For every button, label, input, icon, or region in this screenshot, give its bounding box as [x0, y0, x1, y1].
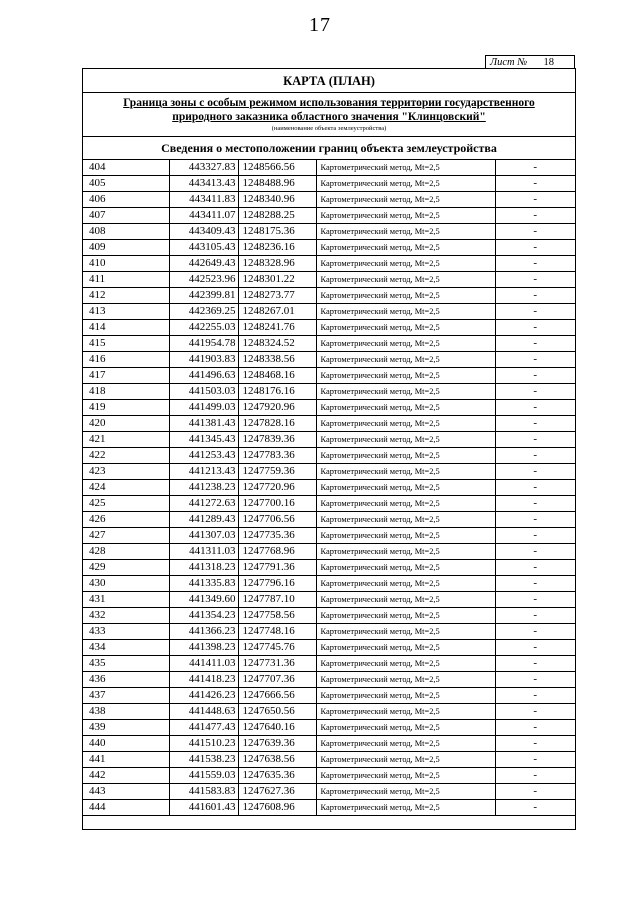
method-cell: Картометрический метод, Mt=2,5: [316, 240, 495, 256]
point-number-cell: 418: [83, 384, 169, 400]
accuracy-cell: -: [495, 576, 575, 592]
x-coordinate-cell: 441354.23: [169, 608, 238, 624]
y-coordinate-cell: 1247627.36: [238, 784, 316, 800]
method-cell: Картометрический метод, Mt=2,5: [316, 576, 495, 592]
x-coordinate-cell: 441426.23: [169, 688, 238, 704]
table-row: [83, 672, 575, 688]
accuracy-cell: -: [495, 416, 575, 432]
y-coordinate-cell: 1248338.56: [238, 352, 316, 368]
table-row: [83, 480, 575, 496]
accuracy-cell: -: [495, 160, 575, 176]
point-number-cell: 431: [83, 592, 169, 608]
method-cell: Картометрический метод, Mt=2,5: [316, 768, 495, 784]
accuracy-cell: -: [495, 224, 575, 240]
x-coordinate-cell: 443411.07: [169, 208, 238, 224]
y-coordinate-cell: 1247920.96: [238, 400, 316, 416]
method-cell: Картометрический метод, Mt=2,5: [316, 160, 495, 176]
table-row: [83, 432, 575, 448]
point-number-cell: 409: [83, 240, 169, 256]
y-coordinate-cell: 1247758.56: [238, 608, 316, 624]
table-row: [83, 256, 575, 272]
x-coordinate-cell: 441496.63: [169, 368, 238, 384]
method-cell: Картометрический метод, Mt=2,5: [316, 208, 495, 224]
accuracy-cell: -: [495, 384, 575, 400]
accuracy-cell: -: [495, 480, 575, 496]
x-coordinate-cell: 442255.03: [169, 320, 238, 336]
accuracy-cell: -: [495, 800, 575, 816]
point-number-cell: 410: [83, 256, 169, 272]
point-number-cell: 416: [83, 352, 169, 368]
method-cell: Картометрический метод, Mt=2,5: [316, 432, 495, 448]
table-row: [83, 576, 575, 592]
x-coordinate-cell: 443105.43: [169, 240, 238, 256]
x-coordinate-cell: 443327.83: [169, 160, 238, 176]
x-coordinate-cell: 441559.03: [169, 768, 238, 784]
x-coordinate-cell: 441272.63: [169, 496, 238, 512]
table-row: [83, 512, 575, 528]
point-number-cell: 404: [83, 160, 169, 176]
accuracy-cell: -: [495, 400, 575, 416]
x-coordinate-cell: 441381.43: [169, 416, 238, 432]
point-number-cell: 435: [83, 656, 169, 672]
table-row: [83, 496, 575, 512]
table-row: [83, 208, 575, 224]
method-cell: Картометрический метод, Mt=2,5: [316, 480, 495, 496]
method-cell: Картометрический метод, Mt=2,5: [316, 672, 495, 688]
y-coordinate-cell: 1247638.56: [238, 752, 316, 768]
point-number-cell: 424: [83, 480, 169, 496]
x-coordinate-cell: 442399.81: [169, 288, 238, 304]
method-cell: Картометрический метод, Mt=2,5: [316, 784, 495, 800]
y-coordinate-cell: 1248288.25: [238, 208, 316, 224]
point-number-cell: 411: [83, 272, 169, 288]
y-coordinate-cell: 1247745.76: [238, 640, 316, 656]
table-row: [83, 160, 575, 176]
x-coordinate-cell: 441335.83: [169, 576, 238, 592]
y-coordinate-cell: 1248468.16: [238, 368, 316, 384]
x-coordinate-cell: 441213.43: [169, 464, 238, 480]
y-coordinate-cell: 1248267.01: [238, 304, 316, 320]
x-coordinate-cell: 441418.23: [169, 672, 238, 688]
method-cell: Картометрический метод, Mt=2,5: [316, 624, 495, 640]
table-row: [83, 320, 575, 336]
accuracy-cell: -: [495, 528, 575, 544]
method-cell: Картометрический метод, Mt=2,5: [316, 336, 495, 352]
y-coordinate-cell: 1247608.96: [238, 800, 316, 816]
point-number-cell: 419: [83, 400, 169, 416]
method-cell: Картометрический метод, Mt=2,5: [316, 656, 495, 672]
x-coordinate-cell: 442649.43: [169, 256, 238, 272]
x-coordinate-cell: 441510.23: [169, 736, 238, 752]
table-row: [83, 352, 575, 368]
y-coordinate-cell: 1247759.36: [238, 464, 316, 480]
accuracy-cell: -: [495, 544, 575, 560]
object-caption: (наименование объекта землеустройства): [83, 125, 575, 137]
method-cell: Картометрический метод, Mt=2,5: [316, 352, 495, 368]
table-row: [83, 272, 575, 288]
y-coordinate-cell: 1247650.56: [238, 704, 316, 720]
y-coordinate-cell: 1248241.76: [238, 320, 316, 336]
point-number-cell: 414: [83, 320, 169, 336]
table-row: [83, 192, 575, 208]
table-row: [83, 656, 575, 672]
point-number-cell: 432: [83, 608, 169, 624]
point-number-cell: 443: [83, 784, 169, 800]
accuracy-cell: -: [495, 192, 575, 208]
accuracy-cell: -: [495, 304, 575, 320]
x-coordinate-cell: 441345.43: [169, 432, 238, 448]
x-coordinate-cell: 441238.23: [169, 480, 238, 496]
document-title: КАРТА (ПЛАН): [83, 69, 575, 93]
accuracy-cell: -: [495, 448, 575, 464]
point-number-cell: 430: [83, 576, 169, 592]
y-coordinate-cell: 1247700.16: [238, 496, 316, 512]
point-number-cell: 428: [83, 544, 169, 560]
accuracy-cell: -: [495, 320, 575, 336]
accuracy-cell: -: [495, 768, 575, 784]
x-coordinate-cell: 441954.78: [169, 336, 238, 352]
y-coordinate-cell: 1247828.16: [238, 416, 316, 432]
method-cell: Картометрический метод, Mt=2,5: [316, 256, 495, 272]
x-coordinate-cell: 441903.83: [169, 352, 238, 368]
y-coordinate-cell: 1247639.36: [238, 736, 316, 752]
point-number-cell: 433: [83, 624, 169, 640]
table-row: [83, 608, 575, 624]
x-coordinate-cell: 443409.43: [169, 224, 238, 240]
document-frame: [82, 68, 576, 830]
coordinates-table-body: [83, 160, 575, 816]
method-cell: Картометрический метод, Mt=2,5: [316, 640, 495, 656]
y-coordinate-cell: 1247748.16: [238, 624, 316, 640]
y-coordinate-cell: 1248236.16: [238, 240, 316, 256]
point-number-cell: 412: [83, 288, 169, 304]
point-number-cell: 420: [83, 416, 169, 432]
table-row: [83, 688, 575, 704]
accuracy-cell: -: [495, 288, 575, 304]
section-title: Сведения о местоположении границ объекта землеустройства: [83, 137, 575, 160]
table-row: [83, 224, 575, 240]
method-cell: Картометрический метод, Mt=2,5: [316, 368, 495, 384]
table-row: [83, 752, 575, 768]
y-coordinate-cell: 1247735.36: [238, 528, 316, 544]
accuracy-cell: -: [495, 208, 575, 224]
accuracy-cell: -: [495, 720, 575, 736]
accuracy-cell: -: [495, 256, 575, 272]
point-number-cell: 408: [83, 224, 169, 240]
method-cell: Картометрический метод, Mt=2,5: [316, 752, 495, 768]
table-row: [83, 768, 575, 784]
point-number-cell: 444: [83, 800, 169, 816]
x-coordinate-cell: 443411.83: [169, 192, 238, 208]
accuracy-cell: -: [495, 608, 575, 624]
accuracy-cell: -: [495, 336, 575, 352]
table-row: [83, 368, 575, 384]
x-coordinate-cell: 441311.03: [169, 544, 238, 560]
table-row: [83, 288, 575, 304]
method-cell: Картометрический метод, Mt=2,5: [316, 736, 495, 752]
point-number-cell: 413: [83, 304, 169, 320]
y-coordinate-cell: 1247787.10: [238, 592, 316, 608]
method-cell: Картометрический метод, Mt=2,5: [316, 608, 495, 624]
table-row: [83, 448, 575, 464]
accuracy-cell: -: [495, 240, 575, 256]
y-coordinate-cell: 1247706.56: [238, 512, 316, 528]
x-coordinate-cell: 441349.60: [169, 592, 238, 608]
point-number-cell: 417: [83, 368, 169, 384]
page-number: 17: [309, 14, 331, 36]
point-number-cell: 407: [83, 208, 169, 224]
x-coordinate-cell: 441601.43: [169, 800, 238, 816]
table-row: [83, 544, 575, 560]
method-cell: Картометрический метод, Mt=2,5: [316, 224, 495, 240]
x-coordinate-cell: 441503.03: [169, 384, 238, 400]
method-cell: Картометрический метод, Mt=2,5: [316, 544, 495, 560]
method-cell: Картометрический метод, Mt=2,5: [316, 448, 495, 464]
object-name-line-1: Граница зоны с особым режимом использования территории государственного: [123, 97, 535, 109]
method-cell: Картометрический метод, Mt=2,5: [316, 528, 495, 544]
y-coordinate-cell: 1248328.96: [238, 256, 316, 272]
x-coordinate-cell: 441289.43: [169, 512, 238, 528]
point-number-cell: 440: [83, 736, 169, 752]
point-number-cell: 405: [83, 176, 169, 192]
x-coordinate-cell: 441253.43: [169, 448, 238, 464]
accuracy-cell: -: [495, 272, 575, 288]
point-number-cell: 406: [83, 192, 169, 208]
table-row: [83, 464, 575, 480]
y-coordinate-cell: 1248488.96: [238, 176, 316, 192]
y-coordinate-cell: 1247783.36: [238, 448, 316, 464]
x-coordinate-cell: 441538.23: [169, 752, 238, 768]
point-number-cell: 436: [83, 672, 169, 688]
coordinates-table: [83, 160, 575, 816]
y-coordinate-cell: 1248340.96: [238, 192, 316, 208]
accuracy-cell: -: [495, 176, 575, 192]
x-coordinate-cell: 441366.23: [169, 624, 238, 640]
point-number-cell: 429: [83, 560, 169, 576]
accuracy-cell: -: [495, 672, 575, 688]
method-cell: Картометрический метод, Mt=2,5: [316, 592, 495, 608]
accuracy-cell: -: [495, 688, 575, 704]
y-coordinate-cell: 1248273.77: [238, 288, 316, 304]
table-row: [83, 624, 575, 640]
table-row: [83, 704, 575, 720]
y-coordinate-cell: 1247640.16: [238, 720, 316, 736]
method-cell: Картометрический метод, Mt=2,5: [316, 304, 495, 320]
x-coordinate-cell: 441411.03: [169, 656, 238, 672]
y-coordinate-cell: 1247796.16: [238, 576, 316, 592]
method-cell: Картометрический метод, Mt=2,5: [316, 384, 495, 400]
y-coordinate-cell: 1247791.36: [238, 560, 316, 576]
y-coordinate-cell: 1248176.16: [238, 384, 316, 400]
point-number-cell: 422: [83, 448, 169, 464]
table-row: [83, 336, 575, 352]
method-cell: Картометрический метод, Mt=2,5: [316, 464, 495, 480]
accuracy-cell: -: [495, 496, 575, 512]
point-number-cell: 423: [83, 464, 169, 480]
point-number-cell: 426: [83, 512, 169, 528]
method-cell: Картометрический метод, Mt=2,5: [316, 416, 495, 432]
table-row: [83, 384, 575, 400]
table-row: [83, 640, 575, 656]
method-cell: Картометрический метод, Mt=2,5: [316, 288, 495, 304]
y-coordinate-cell: 1248175.36: [238, 224, 316, 240]
sheet-number-box: [485, 55, 575, 68]
x-coordinate-cell: 441318.23: [169, 560, 238, 576]
table-row: [83, 240, 575, 256]
method-cell: Картометрический метод, Mt=2,5: [316, 720, 495, 736]
y-coordinate-cell: 1247731.36: [238, 656, 316, 672]
point-number-cell: 438: [83, 704, 169, 720]
accuracy-cell: -: [495, 512, 575, 528]
method-cell: Картометрический метод, Mt=2,5: [316, 320, 495, 336]
x-coordinate-cell: 442369.25: [169, 304, 238, 320]
table-row: [83, 784, 575, 800]
point-number-cell: 441: [83, 752, 169, 768]
method-cell: Картометрический метод, Mt=2,5: [316, 272, 495, 288]
point-number-cell: 421: [83, 432, 169, 448]
table-row: [83, 304, 575, 320]
x-coordinate-cell: 441583.83: [169, 784, 238, 800]
point-number-cell: 442: [83, 768, 169, 784]
accuracy-cell: -: [495, 464, 575, 480]
accuracy-cell: -: [495, 592, 575, 608]
accuracy-cell: -: [495, 656, 575, 672]
accuracy-cell: -: [495, 352, 575, 368]
accuracy-cell: -: [495, 560, 575, 576]
accuracy-cell: -: [495, 704, 575, 720]
table-row: [83, 528, 575, 544]
object-name-line-2: природного заказника областного значения "Клинцовский": [172, 111, 486, 123]
y-coordinate-cell: 1247768.96: [238, 544, 316, 560]
method-cell: Картометрический метод, Mt=2,5: [316, 704, 495, 720]
x-coordinate-cell: 441499.03: [169, 400, 238, 416]
sheet-number: 18: [532, 57, 566, 69]
y-coordinate-cell: 1247666.56: [238, 688, 316, 704]
accuracy-cell: -: [495, 624, 575, 640]
accuracy-cell: -: [495, 736, 575, 752]
x-coordinate-cell: 441477.43: [169, 720, 238, 736]
x-coordinate-cell: 442523.96: [169, 272, 238, 288]
y-coordinate-cell: 1247720.96: [238, 480, 316, 496]
y-coordinate-cell: 1247839.36: [238, 432, 316, 448]
method-cell: Картометрический метод, Mt=2,5: [316, 496, 495, 512]
method-cell: Картометрический метод, Mt=2,5: [316, 688, 495, 704]
table-row: [83, 592, 575, 608]
accuracy-cell: -: [495, 784, 575, 800]
point-number-cell: 434: [83, 640, 169, 656]
accuracy-cell: -: [495, 368, 575, 384]
table-row: [83, 416, 575, 432]
table-row: [83, 176, 575, 192]
point-number-cell: 425: [83, 496, 169, 512]
accuracy-cell: -: [495, 432, 575, 448]
method-cell: Картометрический метод, Mt=2,5: [316, 512, 495, 528]
method-cell: Картометрический метод, Mt=2,5: [316, 400, 495, 416]
method-cell: Картометрический метод, Mt=2,5: [316, 192, 495, 208]
y-coordinate-cell: 1248301.22: [238, 272, 316, 288]
table-row: [83, 720, 575, 736]
point-number-cell: 427: [83, 528, 169, 544]
method-cell: Картометрический метод, Mt=2,5: [316, 560, 495, 576]
accuracy-cell: -: [495, 752, 575, 768]
y-coordinate-cell: 1247635.36: [238, 768, 316, 784]
method-cell: Картометрический метод, Mt=2,5: [316, 800, 495, 816]
table-row: [83, 736, 575, 752]
x-coordinate-cell: 443413.43: [169, 176, 238, 192]
x-coordinate-cell: 441307.03: [169, 528, 238, 544]
point-number-cell: 439: [83, 720, 169, 736]
sheet-label: Лист №: [490, 57, 528, 68]
object-name: [83, 93, 575, 125]
table-row: [83, 800, 575, 816]
y-coordinate-cell: 1248324.52: [238, 336, 316, 352]
point-number-cell: 415: [83, 336, 169, 352]
accuracy-cell: -: [495, 640, 575, 656]
y-coordinate-cell: 1247707.36: [238, 672, 316, 688]
point-number-cell: 437: [83, 688, 169, 704]
table-row: [83, 400, 575, 416]
method-cell: Картометрический метод, Mt=2,5: [316, 176, 495, 192]
x-coordinate-cell: 441448.63: [169, 704, 238, 720]
y-coordinate-cell: 1248566.56: [238, 160, 316, 176]
table-row: [83, 560, 575, 576]
x-coordinate-cell: 441398.23: [169, 640, 238, 656]
